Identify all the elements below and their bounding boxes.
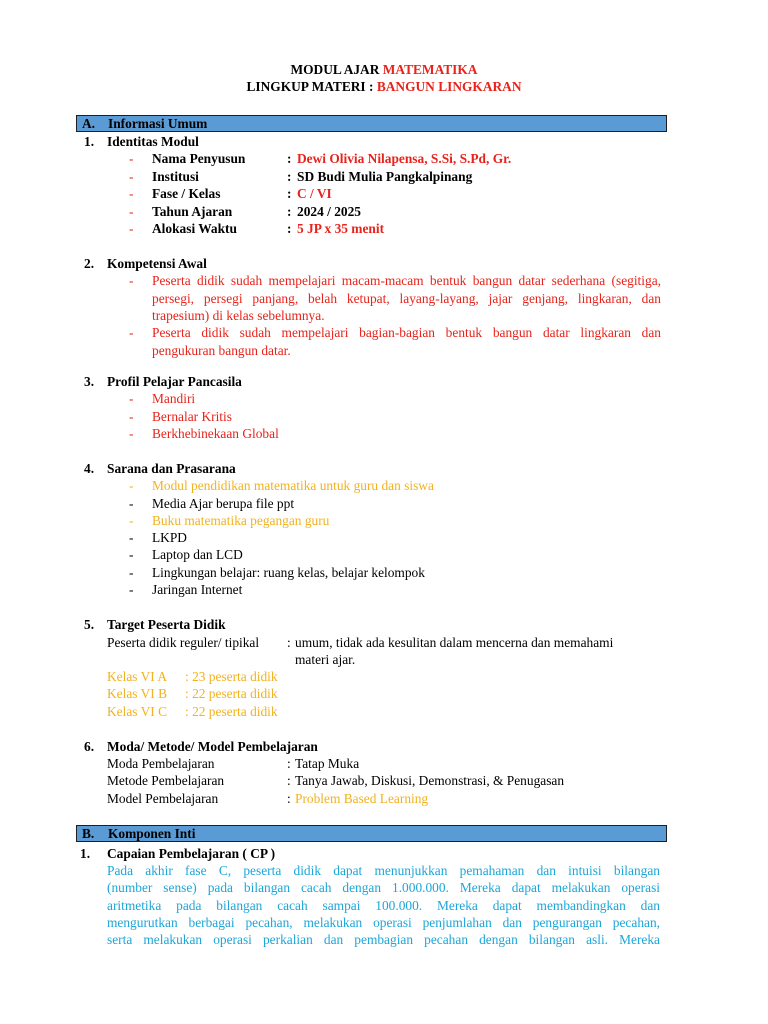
section-b-title: Komponen Inti [108, 826, 196, 841]
dash: - [129, 513, 134, 528]
scope-prefix: LINGKUP MATERI : [246, 79, 377, 94]
class-count: : 23 peserta didik [185, 669, 278, 684]
sarana-item: Media Ajar berupa file ppt [152, 496, 295, 511]
profil-item: Mandiri [152, 391, 196, 406]
colon: : [287, 791, 291, 806]
cp-text-line: serta melakukan operasi perkalian dan pembagian pecahan dengan bilangan asli. Mereka [107, 932, 660, 947]
dash: - [129, 221, 134, 236]
value-fase-kelas: C / VI [297, 186, 332, 201]
colon: : [287, 773, 291, 788]
class-count: : 22 peserta didik [185, 704, 278, 719]
moda-number: 6. [84, 739, 95, 754]
cp-text-line: aritmetika pada bilangan cacah sampai 100.000. Mereka dapat membandingkan dan [107, 898, 660, 913]
colon: : [287, 756, 291, 771]
label-nama-penyusun: Nama Penyusun [152, 151, 246, 166]
colon: : [287, 186, 292, 201]
colon: : [287, 635, 291, 650]
dash: - [129, 204, 134, 219]
identitas-title: Identitas Modul [107, 134, 199, 149]
section-a-header [76, 115, 667, 132]
cp-text-line: mengurutkan berbagai pecahan, melakukan operasi penjumlahan dan pengurangan pecahan, [107, 915, 660, 930]
cp-title: Capaian Pembelajaran ( CP ) [107, 846, 276, 861]
cp-text-line: Pada akhir fase C, peserta didik dapat menunjukkan pemahaman dan intuisi bilangan [107, 863, 660, 878]
label-fase-kelas: Fase / Kelas [152, 186, 221, 201]
class-name: Kelas VI C [107, 704, 168, 719]
dash: - [129, 273, 134, 288]
target-value: materi ajar. [295, 652, 356, 667]
profil-item: Bernalar Kritis [152, 409, 232, 424]
metode-value: Tanya Jawab, Diskusi, Demonstrasi, & Penugasan [295, 773, 565, 788]
sarana-item: Buku matematika pegangan guru [152, 513, 330, 528]
class-count: : 22 peserta didik [185, 686, 278, 701]
kompetensi-item: Peserta didik sudah mempelajari bagian-bagian bentuk bangun datar lingkaran dan pengukuran bangun datar. [152, 325, 661, 358]
dash: - [129, 547, 134, 562]
dash: - [129, 426, 134, 441]
target-value: umum, tidak ada kesulitan dalam mencerna dan memahami [295, 635, 614, 650]
target-number: 5. [84, 617, 95, 632]
profil-title: Profil Pelajar Pancasila [107, 374, 242, 389]
label-alokasi-waktu: Alokasi Waktu [152, 221, 237, 236]
title-prefix: MODUL AJAR [290, 62, 383, 77]
moda-title: Moda/ Metode/ Model Pembelajaran [107, 739, 318, 754]
sarana-item: Lingkungan belajar: ruang kelas, belajar kelompok [152, 565, 425, 580]
dash: - [129, 478, 134, 493]
module-scope [0, 78, 768, 96]
profil-item: Berkhebinekaan Global [152, 426, 279, 441]
dash: - [129, 409, 134, 424]
profil-number: 3. [84, 374, 95, 389]
metode-label: Metode Pembelajaran [107, 773, 225, 788]
dash: - [129, 169, 134, 184]
cp-text-line: (number sense) pada bilangan cacah dengan 1.000.000. Mereka dapat melakukan operasi [107, 880, 660, 895]
value-nama-penyusun: Dewi Olivia Nilapensa, S.Si, S.Pd, Gr. [297, 151, 512, 166]
value-alokasi-waktu: 5 JP x 35 menit [297, 221, 385, 236]
dash: - [129, 565, 134, 580]
section-a-title: Informasi Umum [108, 116, 208, 131]
dash: - [129, 186, 134, 201]
dash: - [129, 151, 134, 166]
module-title [0, 61, 768, 79]
kompetensi-item: Peserta didik sudah mempelajari macam-macam bentuk bangun datar sederhana (segitiga, persegi, persegi panjang, belah ketupat, layang-layang, jajar genjang, lingkaran, dan trapesium) di kelas sebelumnya. [152, 273, 661, 323]
dash: - [129, 530, 134, 545]
sarana-title: Sarana dan Prasarana [107, 461, 236, 476]
colon: : [287, 221, 292, 236]
dash: - [129, 325, 134, 340]
kompetensi-title: Kompetensi Awal [107, 256, 207, 271]
class-name: Kelas VI B [107, 686, 168, 701]
sarana-item: Laptop dan LCD [152, 547, 243, 562]
value-institusi: SD Budi Mulia Pangkalpinang [297, 169, 473, 184]
dash: - [129, 582, 134, 597]
colon: : [287, 169, 292, 184]
dash: - [129, 496, 134, 511]
sarana-item: LKPD [152, 530, 187, 545]
model-label: Model Pembelajaran [107, 791, 219, 806]
label-tahun-ajaran: Tahun Ajaran [152, 204, 233, 219]
section-a-letter: A. [82, 116, 96, 131]
section-b-letter: B. [82, 826, 95, 841]
label-institusi: Institusi [152, 169, 199, 184]
cp-number: 1. [80, 846, 91, 861]
target-title: Target Peserta Didik [107, 617, 226, 632]
moda-label: Moda Pembelajaran [107, 756, 215, 771]
sarana-item: Jaringan Internet [152, 582, 243, 597]
title-subject: MATEMATIKA [382, 62, 478, 77]
colon: : [287, 204, 292, 219]
model-value: Problem Based Learning [295, 791, 429, 806]
section-b-header [76, 825, 667, 842]
kompetensi-number: 2. [84, 256, 95, 271]
colon: : [287, 151, 292, 166]
identitas-number: 1. [84, 134, 95, 149]
scope-topic: BANGUN LINGKARAN [376, 79, 522, 94]
value-tahun-ajaran: 2024 / 2025 [297, 204, 361, 219]
class-name: Kelas VI A [107, 669, 168, 684]
dash: - [129, 391, 134, 406]
moda-value: Tatap Muka [295, 756, 360, 771]
sarana-item: Modul pendidikan matematika untuk guru dan siswa [152, 478, 434, 493]
target-label: Peserta didik reguler/ tipikal [107, 635, 260, 650]
sarana-number: 4. [84, 461, 95, 476]
